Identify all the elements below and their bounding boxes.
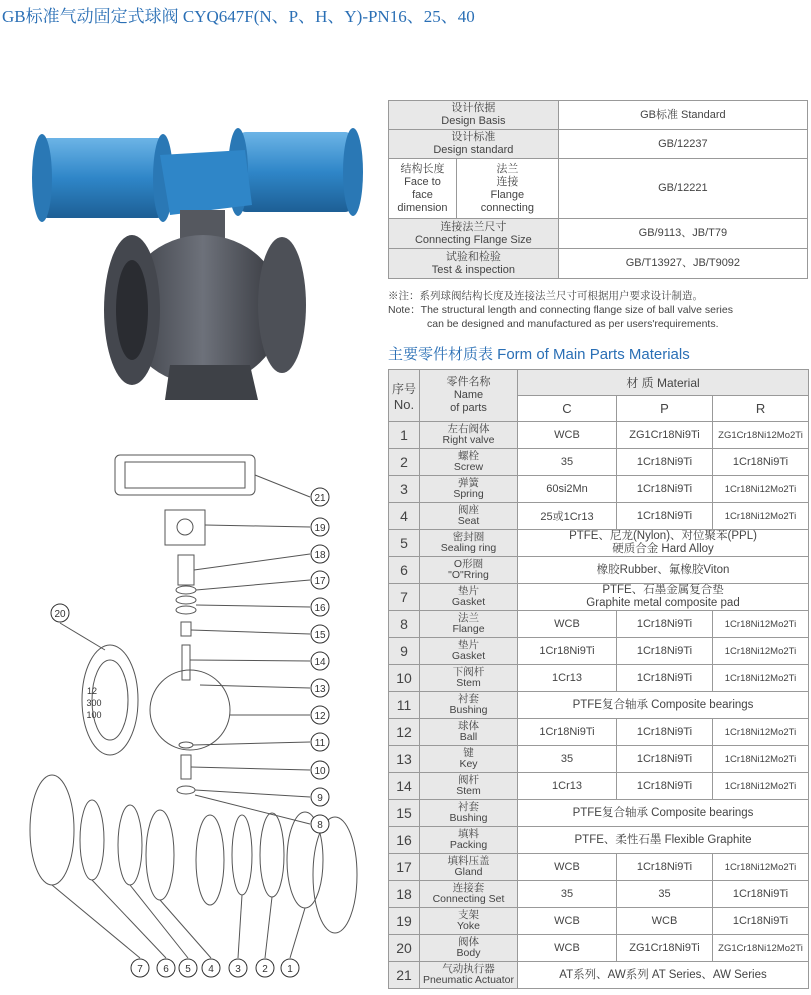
table-row bbox=[389, 611, 809, 638]
col-material: 材 质 Material bbox=[518, 370, 809, 396]
part-material-p: WCB bbox=[617, 908, 713, 935]
table-row bbox=[389, 584, 809, 611]
part-material-p: 1Cr18Ni9Ti bbox=[617, 638, 713, 665]
part-no: 14 bbox=[389, 773, 420, 800]
part-name bbox=[420, 773, 518, 800]
part-name-cn: 键 bbox=[463, 747, 474, 759]
part-name-en: Right valve bbox=[442, 434, 495, 446]
part-no: 4 bbox=[389, 503, 420, 530]
part-name bbox=[420, 530, 518, 557]
basis-value: GB/T13927、JB/T9092 bbox=[558, 249, 807, 279]
part-name-en: Ball bbox=[459, 731, 478, 743]
part-name-cn: O形圈 bbox=[453, 558, 484, 570]
material-line: PTFE复合轴承 Composite bearings bbox=[572, 806, 754, 819]
part-no: 19 bbox=[389, 908, 420, 935]
callout-21 bbox=[311, 488, 329, 506]
part-no: 12 bbox=[389, 719, 420, 746]
material-line: PTFE复合轴承 Composite bearings bbox=[572, 698, 754, 711]
svg-text:8: 8 bbox=[317, 820, 323, 831]
svg-text:7: 7 bbox=[137, 964, 143, 975]
part-name-en: "O"Rring bbox=[448, 569, 489, 581]
part-material-p: 1Cr18Ni9Ti bbox=[617, 449, 713, 476]
part-material-c: WCB bbox=[518, 935, 617, 962]
table-row bbox=[389, 962, 809, 989]
part-name bbox=[420, 611, 518, 638]
part-name-en: Flange bbox=[452, 623, 485, 635]
callout-8 bbox=[311, 815, 329, 833]
part-no: 8 bbox=[389, 611, 420, 638]
part-name-en: Spring bbox=[453, 488, 484, 500]
callout-2 bbox=[256, 959, 274, 977]
part-material-p: 1Cr18Ni9Ti bbox=[617, 503, 713, 530]
part-name-en: Stem bbox=[456, 677, 481, 689]
part-material-p: 1Cr18Ni9Ti bbox=[617, 611, 713, 638]
col-name: 零件名称 Name of parts bbox=[420, 370, 518, 422]
part-material-span bbox=[518, 530, 809, 557]
note-cn: ※注：系列球阀结构长度及连接法兰尺寸可根据用户要求设计制造。 bbox=[388, 290, 703, 302]
parts-table-title: 主要零件材质表 Form of Main Parts Materials bbox=[388, 346, 690, 363]
callout-5 bbox=[179, 959, 197, 977]
part-name bbox=[420, 908, 518, 935]
table-row bbox=[389, 800, 809, 827]
svg-text:21: 21 bbox=[314, 493, 326, 504]
basis-row: 结构长度 Face to face dimension 法兰 连接 Flange connecting GB/12221 bbox=[389, 159, 808, 219]
part-name bbox=[420, 719, 518, 746]
part-name-cn: 连接套 bbox=[452, 882, 485, 894]
callout-4 bbox=[202, 959, 220, 977]
table-row bbox=[389, 854, 809, 881]
svg-text:16: 16 bbox=[314, 603, 326, 614]
basis-value: GB/12237 bbox=[558, 130, 807, 159]
part-name-en: Connecting Set bbox=[432, 893, 505, 905]
table-row bbox=[389, 638, 809, 665]
basis-value: GB/12221 bbox=[558, 159, 807, 219]
part-name-cn: 阀座 bbox=[458, 504, 479, 516]
svg-text:2: 2 bbox=[262, 964, 268, 975]
part-no: 18 bbox=[389, 881, 420, 908]
part-material-c: 35 bbox=[518, 449, 617, 476]
callout-12 bbox=[311, 706, 329, 724]
part-name bbox=[420, 800, 518, 827]
part-material-p: ZG1Cr18Ni9Ti bbox=[617, 422, 713, 449]
svg-text:14: 14 bbox=[314, 657, 326, 668]
basis-label-en: Design standard bbox=[433, 144, 514, 156]
part-name-cn: 阀杆 bbox=[458, 774, 479, 786]
svg-text:12: 12 bbox=[314, 711, 326, 722]
part-name-en: Gasket bbox=[451, 650, 486, 662]
part-name-cn: 阀体 bbox=[458, 936, 479, 948]
part-no: 5 bbox=[389, 530, 420, 557]
material-line: Graphite metal composite pad bbox=[586, 597, 740, 609]
part-material-p: 35 bbox=[617, 881, 713, 908]
part-material-span bbox=[518, 692, 809, 719]
callout-17 bbox=[311, 571, 329, 589]
table-row bbox=[389, 557, 809, 584]
svg-text:3: 3 bbox=[235, 964, 241, 975]
part-name-en: Gasket bbox=[451, 596, 486, 608]
part-name-cn: 填料压盖 bbox=[447, 855, 490, 867]
part-no: 7 bbox=[389, 584, 420, 611]
part-name-cn: 密封圈 bbox=[452, 531, 485, 543]
part-material-r: 1Cr18Ni12Mo2Ti bbox=[713, 638, 809, 665]
part-material-span bbox=[518, 827, 809, 854]
part-no: 9 bbox=[389, 638, 420, 665]
col-no: 序号 No. bbox=[389, 370, 420, 422]
svg-text:10: 10 bbox=[314, 766, 326, 777]
callout-14 bbox=[311, 652, 329, 670]
part-material-span bbox=[518, 800, 809, 827]
table-row bbox=[389, 827, 809, 854]
part-material-p: 1Cr18Ni9Ti bbox=[617, 665, 713, 692]
valve-support bbox=[165, 365, 258, 400]
part-name-en: Body bbox=[456, 947, 481, 959]
part-material-r: 1Cr18Ni12Mo2Ti bbox=[713, 773, 809, 800]
part-no: 21 bbox=[389, 962, 420, 989]
basis-value: GB/9113、JB/T79 bbox=[558, 219, 807, 249]
page-title: GB标准气动固定式球阀 CYQ647F(N、P、H、Y)-PN16、25、40 bbox=[2, 7, 475, 26]
note-en-2: can be designed and manufactured as per users'requirements. bbox=[427, 318, 719, 330]
part-name bbox=[420, 422, 518, 449]
svg-text:15: 15 bbox=[314, 630, 326, 641]
callout-1 bbox=[281, 959, 299, 977]
part-name-en: Yoke bbox=[457, 920, 480, 932]
part-name-cn: 填料 bbox=[458, 828, 479, 840]
part-name bbox=[420, 746, 518, 773]
svg-text:18: 18 bbox=[314, 550, 326, 561]
part-no: 6 bbox=[389, 557, 420, 584]
svg-text:6: 6 bbox=[163, 964, 169, 975]
table-row bbox=[389, 665, 809, 692]
note-en-1: Note：The structural length and connecting flange size of ball valve series bbox=[388, 304, 733, 316]
svg-text:19: 19 bbox=[314, 523, 326, 534]
part-name bbox=[420, 692, 518, 719]
part-name-cn: 支架 bbox=[458, 909, 479, 921]
basis-label-cn: 设计标准 bbox=[451, 131, 496, 143]
table-row bbox=[389, 881, 809, 908]
part-name-cn: 球体 bbox=[458, 720, 479, 732]
part-name bbox=[420, 935, 518, 962]
valve-body bbox=[104, 235, 306, 385]
col-r: R bbox=[713, 396, 809, 422]
basis-row bbox=[389, 101, 808, 130]
part-name-cn: 法兰 bbox=[458, 612, 479, 624]
basis-label-cn: 设计依据 bbox=[451, 102, 496, 114]
actuator-left-cylinder bbox=[32, 134, 173, 222]
part-name-cn: 左右阀体 bbox=[447, 423, 490, 435]
part-material-r: 1Cr18Ni9Ti bbox=[713, 449, 809, 476]
valve-photo bbox=[20, 110, 380, 410]
table-row bbox=[389, 908, 809, 935]
col-c: C bbox=[518, 396, 617, 422]
table-row bbox=[389, 476, 809, 503]
part-material-c: 60si2Mn bbox=[518, 476, 617, 503]
part-name-cn: 下阀杆 bbox=[452, 666, 485, 678]
part-material-span bbox=[518, 962, 809, 989]
part-material-c: 35 bbox=[518, 881, 617, 908]
basis-row bbox=[389, 130, 808, 159]
callout-7 bbox=[131, 959, 149, 977]
part-material-c: WCB bbox=[518, 854, 617, 881]
part-no: 16 bbox=[389, 827, 420, 854]
table-row bbox=[389, 449, 809, 476]
basis-row: 连接法兰尺寸 Connecting Flange Size GB/9113、JB/T79 bbox=[389, 219, 808, 249]
part-name bbox=[420, 665, 518, 692]
part-name-cn: 衬套 bbox=[458, 693, 479, 705]
body-mark-300: 300 bbox=[86, 698, 102, 708]
part-no: 2 bbox=[389, 449, 420, 476]
part-name bbox=[420, 584, 518, 611]
part-material-c: WCB bbox=[518, 422, 617, 449]
callout-19 bbox=[311, 518, 329, 536]
part-material-r: 1Cr18Ni12Mo2Ti bbox=[713, 854, 809, 881]
part-name bbox=[420, 449, 518, 476]
part-material-c: 1Cr13 bbox=[518, 665, 617, 692]
table-row bbox=[389, 692, 809, 719]
part-material-p: 1Cr18Ni9Ti bbox=[617, 854, 713, 881]
callout-3 bbox=[229, 959, 247, 977]
part-material-r: 1Cr18Ni12Mo2Ti bbox=[713, 503, 809, 530]
svg-text:5: 5 bbox=[185, 964, 191, 975]
material-line: AT系列、AW系列 AT Series、AW Series bbox=[559, 968, 767, 981]
body-mark-12: 12 bbox=[86, 686, 98, 696]
callout-18 bbox=[311, 545, 329, 563]
part-material-p: 1Cr18Ni9Ti bbox=[617, 476, 713, 503]
basis-row: 试验和检验 Test & inspection GB/T13927、JB/T9092 bbox=[389, 249, 808, 279]
callout-13 bbox=[311, 679, 329, 697]
part-material-c: 1Cr18Ni9Ti bbox=[518, 719, 617, 746]
part-material-span bbox=[518, 557, 809, 584]
table-row bbox=[389, 503, 809, 530]
table-row bbox=[389, 422, 809, 449]
material-line: 硬质合金 Hard Alloy bbox=[612, 543, 714, 555]
part-material-p: 1Cr18Ni9Ti bbox=[617, 773, 713, 800]
part-name-en: Bushing bbox=[449, 812, 488, 824]
material-line: PTFE、柔性石墨 Flexible Graphite bbox=[574, 833, 752, 846]
part-material-r: 1Cr18Ni9Ti bbox=[713, 908, 809, 935]
part-no: 3 bbox=[389, 476, 420, 503]
part-material-p: 1Cr18Ni9Ti bbox=[617, 746, 713, 773]
part-name-cn: 弹簧 bbox=[458, 477, 479, 489]
part-material-r: ZG1Cr18Ni12Mo2Ti bbox=[713, 935, 809, 962]
part-material-r: 1Cr18Ni12Mo2Ti bbox=[713, 665, 809, 692]
svg-text:9: 9 bbox=[317, 793, 323, 804]
part-name-en: Screw bbox=[453, 461, 484, 473]
part-name bbox=[420, 638, 518, 665]
part-name bbox=[420, 854, 518, 881]
part-material-r: 1Cr18Ni12Mo2Ti bbox=[713, 476, 809, 503]
part-name-en: Pneumatic Actuator bbox=[422, 974, 515, 986]
svg-text:11: 11 bbox=[314, 738, 326, 749]
note bbox=[388, 289, 808, 331]
callout-6 bbox=[157, 959, 175, 977]
part-material-c: 1Cr18Ni9Ti bbox=[518, 638, 617, 665]
part-name-en: Key bbox=[459, 758, 478, 770]
part-name-en: Bushing bbox=[449, 704, 488, 716]
table-row bbox=[389, 530, 809, 557]
part-no: 15 bbox=[389, 800, 420, 827]
callout-9 bbox=[311, 788, 329, 806]
svg-text:17: 17 bbox=[314, 576, 326, 587]
part-no: 17 bbox=[389, 854, 420, 881]
part-name-en: Packing bbox=[449, 839, 488, 851]
material-line: PTFE、石墨金属复合垫 bbox=[602, 584, 724, 596]
material-line: PTFE、尼龙(Nylon)、对位聚苯(PPL) bbox=[569, 530, 757, 542]
part-name-cn: 螺栓 bbox=[458, 450, 479, 462]
part-material-r: 1Cr18Ni12Mo2Ti bbox=[713, 611, 809, 638]
actuator-center-housing bbox=[160, 150, 252, 215]
svg-text:4: 4 bbox=[208, 964, 214, 975]
basis-value: GB标准 Standard bbox=[558, 101, 807, 130]
part-name bbox=[420, 503, 518, 530]
part-material-c: 35 bbox=[518, 746, 617, 773]
parts-materials-table bbox=[388, 369, 809, 989]
basis-label-en: Design Basis bbox=[441, 115, 506, 127]
part-name-en: Seat bbox=[457, 515, 480, 527]
part-material-p: ZG1Cr18Ni9Ti bbox=[617, 935, 713, 962]
table-row bbox=[389, 773, 809, 800]
part-material-c: 25或1Cr13 bbox=[518, 503, 617, 530]
part-name-en: Stem bbox=[456, 785, 481, 797]
part-name bbox=[420, 476, 518, 503]
part-material-c: WCB bbox=[518, 908, 617, 935]
part-material-r: 1Cr18Ni9Ti bbox=[713, 881, 809, 908]
part-no: 10 bbox=[389, 665, 420, 692]
part-name-en: Sealing ring bbox=[440, 542, 497, 554]
part-name bbox=[420, 881, 518, 908]
part-material-r: 1Cr18Ni12Mo2Ti bbox=[713, 719, 809, 746]
table-row bbox=[389, 746, 809, 773]
part-no: 11 bbox=[389, 692, 420, 719]
part-material-c: WCB bbox=[518, 611, 617, 638]
part-name-en: Gland bbox=[454, 866, 483, 878]
part-name-cn: 气动执行器 bbox=[442, 963, 495, 975]
body-mark-100: 100 bbox=[86, 710, 102, 720]
design-basis-table bbox=[388, 100, 808, 279]
table-row bbox=[389, 935, 809, 962]
table-row bbox=[389, 719, 809, 746]
part-name bbox=[420, 827, 518, 854]
col-p: P bbox=[617, 396, 713, 422]
callout-20 bbox=[51, 604, 69, 622]
part-no: 20 bbox=[389, 935, 420, 962]
exploded-diagram bbox=[10, 440, 380, 990]
part-name-cn: 垫片 bbox=[458, 585, 479, 597]
svg-text:1: 1 bbox=[287, 964, 293, 975]
part-name-cn: 衬套 bbox=[458, 801, 479, 813]
svg-text:13: 13 bbox=[314, 684, 326, 695]
part-name bbox=[420, 962, 518, 989]
callout-10 bbox=[311, 761, 329, 779]
callout-11 bbox=[311, 733, 329, 751]
part-material-p: 1Cr18Ni9Ti bbox=[617, 719, 713, 746]
callout-16 bbox=[311, 598, 329, 616]
part-name bbox=[420, 557, 518, 584]
callout-15 bbox=[311, 625, 329, 643]
part-no: 1 bbox=[389, 422, 420, 449]
part-no: 13 bbox=[389, 746, 420, 773]
part-material-r: ZG1Cr18Ni12Mo2Ti bbox=[713, 422, 809, 449]
part-name-cn: 垫片 bbox=[458, 639, 479, 651]
part-material-c: 1Cr13 bbox=[518, 773, 617, 800]
part-material-r: 1Cr18Ni12Mo2Ti bbox=[713, 746, 809, 773]
part-material-span bbox=[518, 584, 809, 611]
material-line: 橡胶Rubber、氟橡胶Viton bbox=[596, 563, 730, 576]
svg-text:20: 20 bbox=[54, 609, 66, 620]
